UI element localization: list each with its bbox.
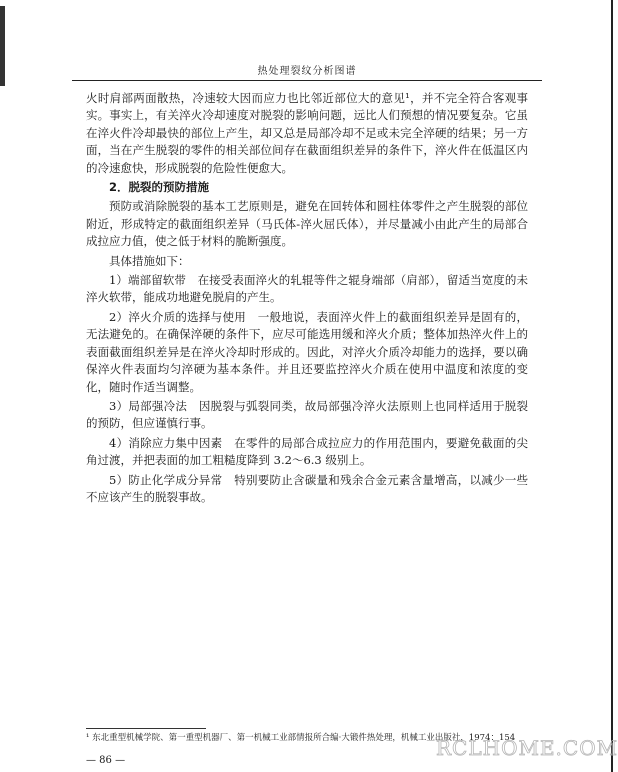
paragraph-3: 具体措施如下： xyxy=(109,253,190,268)
measure-2: 2）淬火介质的选择与使用 一般地说，表面淬火件上的截面组织差异是固有的，无法避免的。在确保淬硬的条件下，应尽可能选用缓和淬火介质；整体加热淬火件上的表面截面组织差异是在淬火冷却时形成的。因此，对淬火介质冷却能力的选择，要以确保淬火件表面均匀淬硬为基本条件。并且还要监控淬火介质在使用中温度和浓度的变化，随时作适当调整。 xyxy=(86,309,528,394)
running-header xyxy=(72,62,542,81)
measure-1: 1）端部留软带 在接受表面淬火的轧辊等件之辊身端部（肩部），留适当宽度的未淬火软带，能成功地避免脱肩的产生。 xyxy=(86,273,528,305)
footnote-rule xyxy=(86,728,206,729)
header-title: 热处理裂纹分析图谱 xyxy=(257,66,357,77)
watermark: RCLHOME.COM xyxy=(436,736,618,760)
measure-3: 3）局部强冷法 因脱裂与弧裂同类，故局部强冷淬火法原则上也同样适用于脱裂的预防，但应谨慎行事。 xyxy=(86,398,528,431)
page-number: — 86 — xyxy=(86,755,126,766)
page-body xyxy=(86,90,528,508)
page-edge-left-mark xyxy=(0,6,5,86)
footnote: ¹ 东北重型机械学院、第一重型机器厂、第一机械工业部情报所合编·大锻件热处理，机械工业出版社，1974：154 xyxy=(86,733,516,743)
measure-4: 4）消除应力集中因素 在零件的局部合成拉应力的作用范围内，要避免截面的尖角过渡，并把表面的加工粗糙度降到 3.2～6.3 级别上。 xyxy=(86,435,528,468)
page-edge-right xyxy=(611,0,613,772)
section-heading: 2．脱裂的预防措施 xyxy=(109,180,210,195)
measure-5: 5）防止化学成分异常 特别要防止含碳量和残余合金元素含量增高，以减少一些不应该产生的脱裂事故。 xyxy=(86,472,528,504)
paragraph-2: 预防或消除脱裂的基本工艺原则是，避免在回转体和圆柱体零件之产生脱裂的部位附近，形成特定的截面组织差异（马氏体-淬火屈氏体），并尽量减小由此产生的局部合成拉应力值，使之低于材料的脆断强度。 xyxy=(86,199,528,249)
paragraph-1: 火时肩部两面散热，冷速较大因而应力也比邻近部位大的意见¹，并不完全符合客观事实。事实上，有关淬火冷却速度对脱裂的影响问题，远比人们预想的情况要复杂。它虽在淬火件冷却最快的部位上产生，却又总是局部冷却不足或未完全淬硬的结果；另一方面，当在产生脱裂的零件的相关部位间存在截面组织差异的条件下，淬火件在低温区内的冷速愈快，形成脱裂的危险性便愈大。 xyxy=(86,91,528,175)
